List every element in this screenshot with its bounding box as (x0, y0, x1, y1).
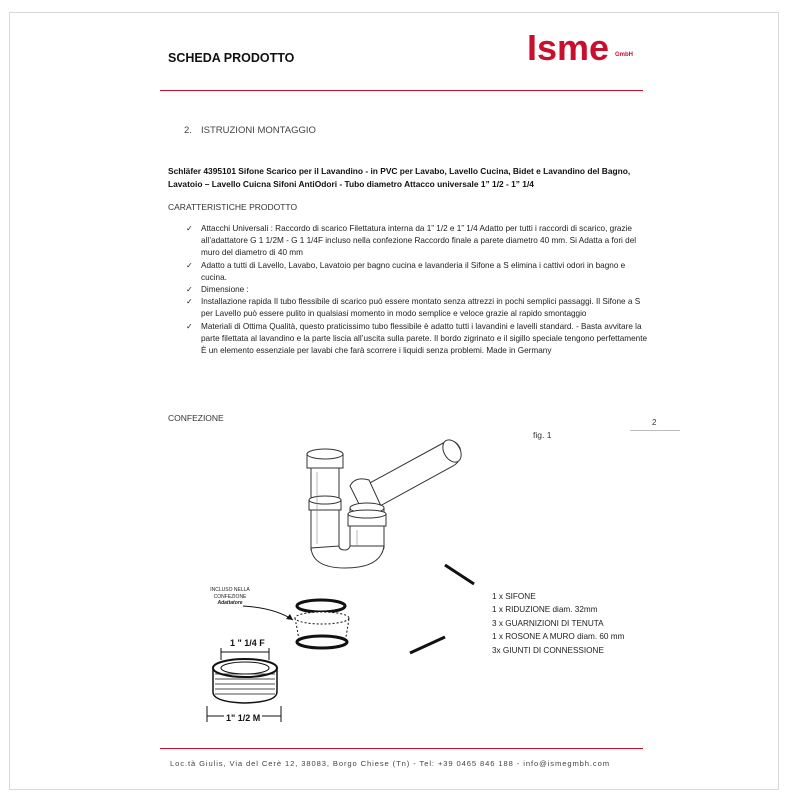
section-title: ISTRUZIONI MONTAGGIO (201, 125, 316, 136)
section-number: 2. (184, 125, 192, 136)
check-icon: ✓ (186, 224, 193, 233)
list-item: 3x GIUNTI DI CONNESSIONE (492, 645, 604, 655)
check-icon: ✓ (186, 285, 193, 295)
list-item: 1 x RIDUZIONE diam. 32mm (492, 605, 598, 615)
page-number-divider (630, 430, 680, 431)
dimension-label-bottom: 1" 1/2 M (226, 713, 261, 723)
pointer-line-bottom (405, 632, 450, 658)
list-item: 1 x ROSONE A MURO diam. 60 mm (492, 632, 625, 642)
footer-divider (160, 748, 643, 749)
package-contents-list (492, 590, 624, 657)
siphon-illustration (295, 420, 470, 570)
section-heading (184, 125, 316, 136)
list-item: ✓ Adatto a tutti di Lavello, Lavabo, Lavatoio per bagno cucina e lavanderia il Sifone a S elimina i cattivi odori in bagno e cucina. (186, 260, 626, 282)
adapter-note: INCLUSO NELLA CONFEZIONE Adattatore (210, 587, 250, 606)
product-title: Schläfer 4395101 Sifone Scarico per il Lavandino - in PVC per Lavabo, Lavello Cucina, Bidet e Lavandino del Bagno, Lavatoio – Lavello Cuicna Sifoni AntiOdori - Tubo diametro Attacco universale 1” 1/2 - 1” 1/4 (168, 166, 631, 189)
footer-contact: Loc.tà Giulis, Via del Cerè 12, 38083, Borgo Chiese (Tn) - Tel: +39 0465 846 188 - info@ismegmbh.com (170, 759, 610, 768)
pointer-line-top (440, 560, 480, 590)
list-item: ✓ Materiali di Ottima Qualità, questo praticissimo tubo flessibile è adatto tutti i lavandini e lavelli standard. - Basta avvitare la parte filettata al lavandino e la parte liscia all’uscita sulla parete. Il bordo zigrinato e il sigillo speciale tengono perfettamente È un elemento essenziale per lavabi che farà scorrere i liquidi senza problemi. Made in Germany (186, 321, 648, 356)
features-list (186, 223, 652, 357)
list-item: ✓ Attacchi Universali : Raccordo di scarico Filettatura interna da 1” 1/2 e 1” 1/4 Adatto per tutti i raccordi di scarico, grazie all’adattatore G 1 1/2M - G 1 1/4F incluso nella confezione Raccordo finale a parete diametro 40 mm. Si Adatta a fori del muro del diametro di 40 mm (186, 224, 637, 258)
document-page (9, 12, 779, 790)
header-divider (160, 90, 643, 91)
brand-logo-suffix: GmbH (615, 52, 633, 58)
figure-label: fig. 1 (533, 430, 552, 440)
check-icon: ✓ (186, 297, 193, 307)
check-icon: ✓ (186, 321, 193, 331)
list-item: 1 x SIFONE (492, 592, 536, 601)
check-icon: ✓ (186, 260, 193, 270)
page-title: SCHEDA PRODOTTO (168, 51, 295, 65)
page-number: 2 (652, 418, 657, 427)
brand-logo: Isme (527, 27, 610, 68)
list-item: ✓ Dimensione : (186, 284, 652, 296)
list-item: 3 x GUARNIZIONI DI TENUTA (492, 618, 604, 628)
features-heading: CARATTERISTICHE PRODOTTO (168, 202, 298, 212)
dimension-label-top: 1 " 1/4 F (230, 638, 265, 648)
list-item: ✓ Installazione rapida Il tubo flessibile di scarico può essere montato senza attrezzi in pochi semplici passaggi. Il Sifone a S per Lavello può essere pulito in qualsiasi momento in modo semplice e veloce grazie al rapido smontaggio (186, 297, 641, 319)
package-heading: CONFEZIONE (168, 413, 224, 423)
